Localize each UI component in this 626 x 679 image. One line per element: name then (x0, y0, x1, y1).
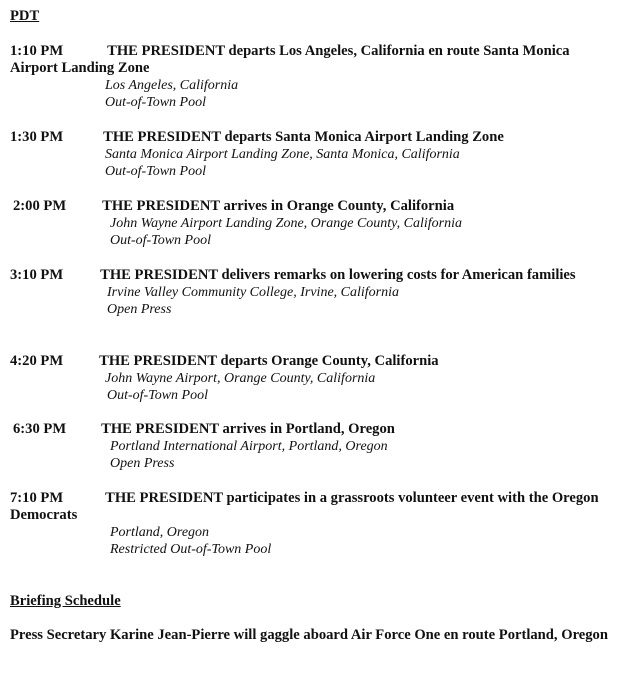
entry-press: Open Press (110, 456, 175, 471)
entry-headline (13, 198, 623, 215)
entry-location: John Wayne Airport Landing Zone, Orange County, California (110, 216, 462, 231)
entry-headline (10, 490, 620, 524)
entry-press: Restricted Out-of-Town Pool (110, 542, 272, 557)
entry-location: Los Angeles, California (105, 78, 239, 93)
entry-event: THE PRESIDENT departs Los Angeles, California en route Santa Monica Airport Landing Zone (10, 43, 570, 76)
entry-headline (13, 421, 623, 438)
schedule-entry (10, 198, 620, 249)
entry-location: John Wayne Airport, Orange County, California (105, 371, 376, 386)
entry-location: Portland, Oregon (110, 525, 210, 540)
schedule-entry (10, 353, 620, 404)
entry-location: Irvine Valley Community College, Irvine, California (107, 285, 400, 300)
entry-headline (10, 129, 620, 146)
timezone-heading: PDT (10, 8, 40, 24)
entry-location: Santa Monica Airport Landing Zone, Santa Monica, California (105, 147, 460, 162)
entry-time: 1:30 PM (10, 129, 64, 145)
entry-time: 2:00 PM (13, 198, 67, 214)
schedule-entry (10, 43, 620, 111)
schedule-entry (10, 421, 620, 472)
entry-press: Out-of-Town Pool (105, 95, 206, 110)
entry-location: Portland International Airport, Portland, Oregon (110, 439, 388, 454)
entry-press: Open Press (107, 302, 172, 317)
entry-event: THE PRESIDENT departs Santa Monica Airport Landing Zone (103, 129, 504, 145)
entry-time: 6:30 PM (13, 421, 67, 437)
entry-time: 1:10 PM (10, 43, 64, 59)
entry-time: 3:10 PM (10, 267, 64, 283)
schedule-entry (10, 490, 620, 558)
entry-time: 7:10 PM (10, 490, 64, 506)
entry-press: Out-of-Town Pool (110, 233, 211, 248)
entry-press: Out-of-Town Pool (105, 164, 206, 179)
schedule-entry (10, 129, 620, 180)
entry-press: Out-of-Town Pool (107, 388, 208, 403)
entry-event: THE PRESIDENT participates in a grassroots volunteer event with the Oregon Democrats (10, 490, 599, 523)
entry-event: THE PRESIDENT delivers remarks on lowering costs for American families (100, 267, 576, 283)
schedule-entry (10, 267, 620, 318)
entry-time: 4:20 PM (10, 353, 64, 369)
entry-event: THE PRESIDENT departs Orange County, California (99, 353, 439, 369)
entry-event: THE PRESIDENT arrives in Portland, Oregon (101, 421, 395, 437)
entry-event: THE PRESIDENT arrives in Orange County, California (102, 198, 455, 214)
entry-headline (10, 353, 620, 370)
entry-headline (10, 43, 620, 77)
briefing-heading: Briefing Schedule (10, 593, 121, 609)
briefing-text: Press Secretary Karine Jean-Pierre will gaggle aboard Air Force One en route Portland, Oregon (10, 627, 608, 643)
entry-headline (10, 267, 620, 284)
